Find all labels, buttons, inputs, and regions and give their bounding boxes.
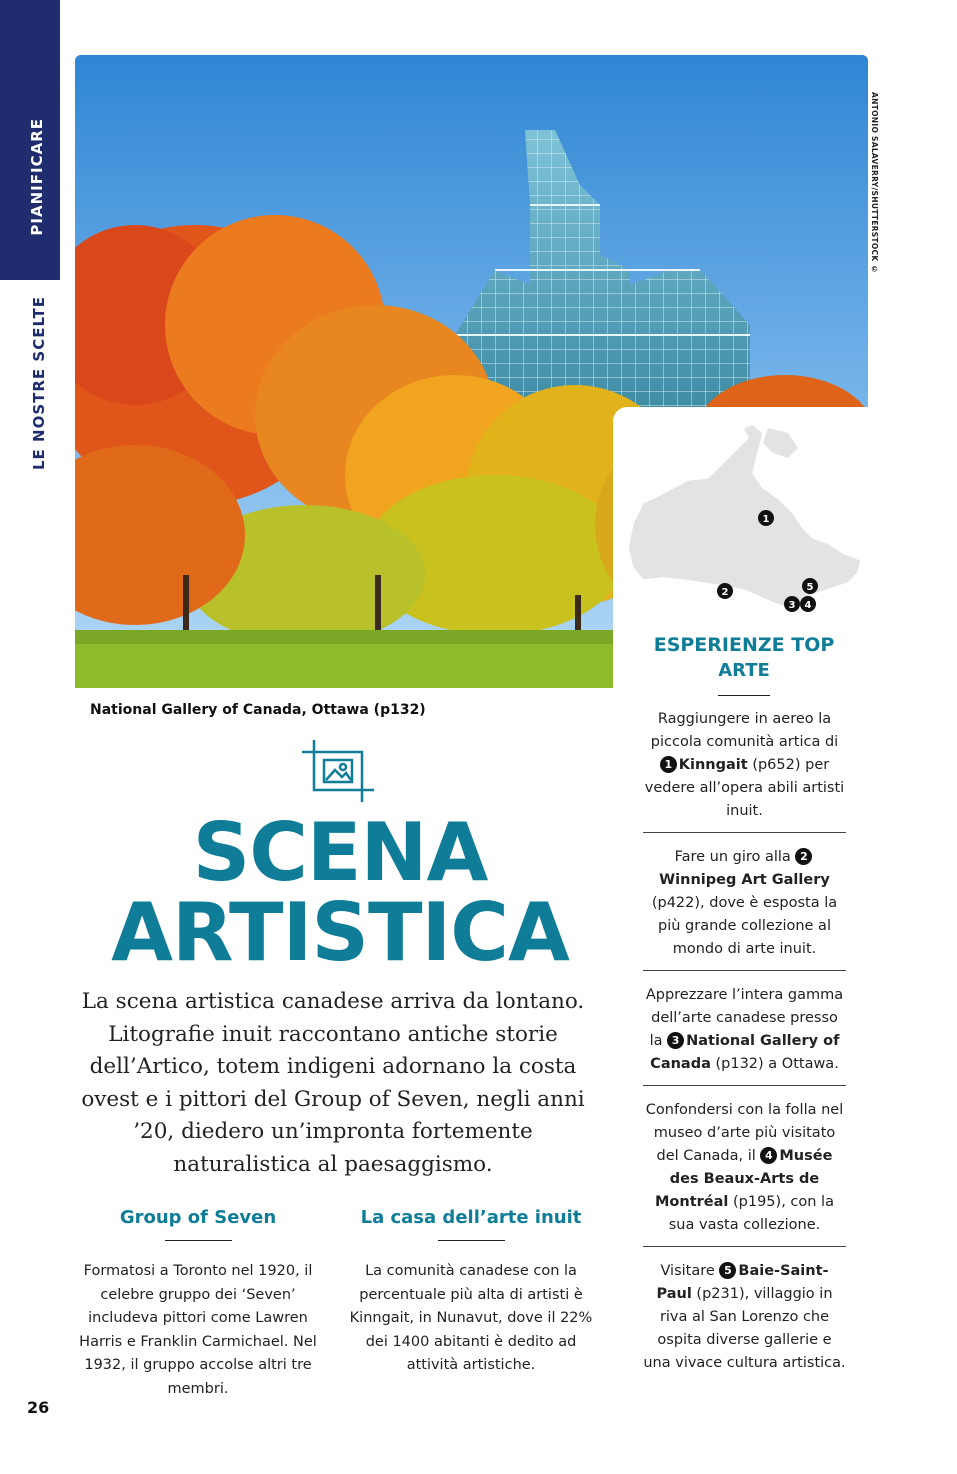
entry-number-badge: 4 bbox=[760, 1147, 777, 1164]
top-experiences-subheading: ARTE bbox=[718, 660, 770, 681]
page-title-line2: ARTISTICA bbox=[111, 886, 569, 979]
page-title-line1: SCENA bbox=[192, 806, 488, 899]
entry-number-badge: 3 bbox=[667, 1032, 684, 1049]
divider bbox=[718, 695, 770, 696]
svg-text:4: 4 bbox=[804, 600, 812, 611]
column-heading-inuit-art: La casa dell’arte inuit bbox=[360, 1207, 582, 1228]
entry-number-badge: 2 bbox=[795, 848, 812, 865]
art-frame-icon bbox=[300, 738, 376, 804]
entry-text: (p132) a Ottawa. bbox=[715, 1056, 839, 1072]
top-experiences-list bbox=[643, 708, 846, 1397]
section-tab-label: PIANIFICARE bbox=[28, 118, 46, 236]
map-marker bbox=[802, 578, 818, 594]
page-number: 26 bbox=[27, 1398, 50, 1417]
svg-text:3: 3 bbox=[788, 600, 796, 611]
top-experiences-heading: ESPERIENZE TOP bbox=[653, 634, 835, 656]
column-text-group-of-seven: Formatosi a Toronto nel 1920, il celebre gruppo dei ‘Seven’ includeva pittori come Lawren Harris e Franklin Carmichael. Nel 1932, il gruppo accolse altri tre membri. bbox=[79, 1263, 317, 1397]
experience-entry bbox=[643, 1260, 846, 1384]
divider bbox=[438, 1240, 505, 1241]
column-heading-group-of-seven: Group of Seven bbox=[119, 1207, 277, 1228]
entry-text: (p195), con la sua vasta collezione. bbox=[668, 1194, 834, 1233]
page-title bbox=[70, 806, 610, 979]
experience-entry bbox=[643, 708, 846, 833]
map-marker bbox=[717, 583, 733, 599]
photo-credit: ANTONIO SALAVERRY/SHUTTERSTOCK © bbox=[870, 92, 879, 274]
entry-text: (p422), dove è esposta la più grande collezione al mondo di arte inuit. bbox=[651, 895, 838, 957]
svg-text:1: 1 bbox=[762, 514, 770, 525]
column-text-inuit-art: La comunità canadese con la percentuale più alta di artisti è Kinngait, in Nunavut, dove il 22% dei 1400 abitanti è dedito ad attività artistiche. bbox=[349, 1263, 593, 1373]
canada-map bbox=[613, 418, 873, 623]
svg-text:5: 5 bbox=[806, 582, 814, 593]
photo-caption: National Gallery of Canada, Ottawa (p132) bbox=[90, 702, 426, 718]
section-label: LE NOSTRE SCELTE bbox=[30, 296, 48, 470]
entry-text: (p231), villaggio in riva al San Lorenzo che ospita diverse gallerie e una vivace cultura artistica. bbox=[643, 1286, 846, 1371]
entry-place-name: National Gallery of Canada bbox=[650, 1033, 840, 1072]
entry-number-badge: 1 bbox=[660, 756, 677, 773]
intro-paragraph: La scena artistica canadese arriva da lontano. Litografie inuit raccontano antiche storie dell’Artico, totem indigeni adornano la costa ovest e i pittori del Group of Seven, negli anni ’20, diedero un’impronta fortemente naturalistica al paesaggismo. bbox=[81, 989, 585, 1177]
entry-text: (p652) per vedere all’opera abili artisti inuit. bbox=[644, 757, 845, 819]
entry-text: Fare un giro alla bbox=[674, 849, 791, 865]
experience-entry bbox=[643, 1099, 846, 1247]
experience-entry bbox=[643, 984, 846, 1086]
section-tab bbox=[0, 0, 60, 280]
entry-text: Confondersi con la folla nel museo d’arte più visitato del Canada, il bbox=[645, 1102, 844, 1164]
map-marker bbox=[784, 596, 800, 612]
entry-text: Apprezzare l’intera gamma dell’arte canadese presso la bbox=[645, 987, 844, 1049]
divider bbox=[165, 1240, 232, 1241]
svg-text:2: 2 bbox=[721, 587, 729, 598]
top-experiences-title bbox=[623, 632, 865, 684]
entry-place-name: Baie-Saint-Paul bbox=[656, 1263, 829, 1302]
entry-place-name: Kinngait bbox=[678, 757, 748, 773]
map-marker bbox=[800, 596, 816, 612]
map-marker bbox=[758, 510, 774, 526]
entry-text: Raggiungere in aereo la piccola comunità artica di bbox=[650, 711, 839, 750]
entry-number-badge: 5 bbox=[719, 1262, 736, 1279]
experience-entry bbox=[643, 846, 846, 971]
entry-text: Visitare bbox=[660, 1263, 715, 1279]
entry-place-name: Winnipeg Art Gallery bbox=[659, 872, 830, 888]
entry-place-name: Musée des Beaux-Arts de Montréal bbox=[655, 1148, 833, 1210]
